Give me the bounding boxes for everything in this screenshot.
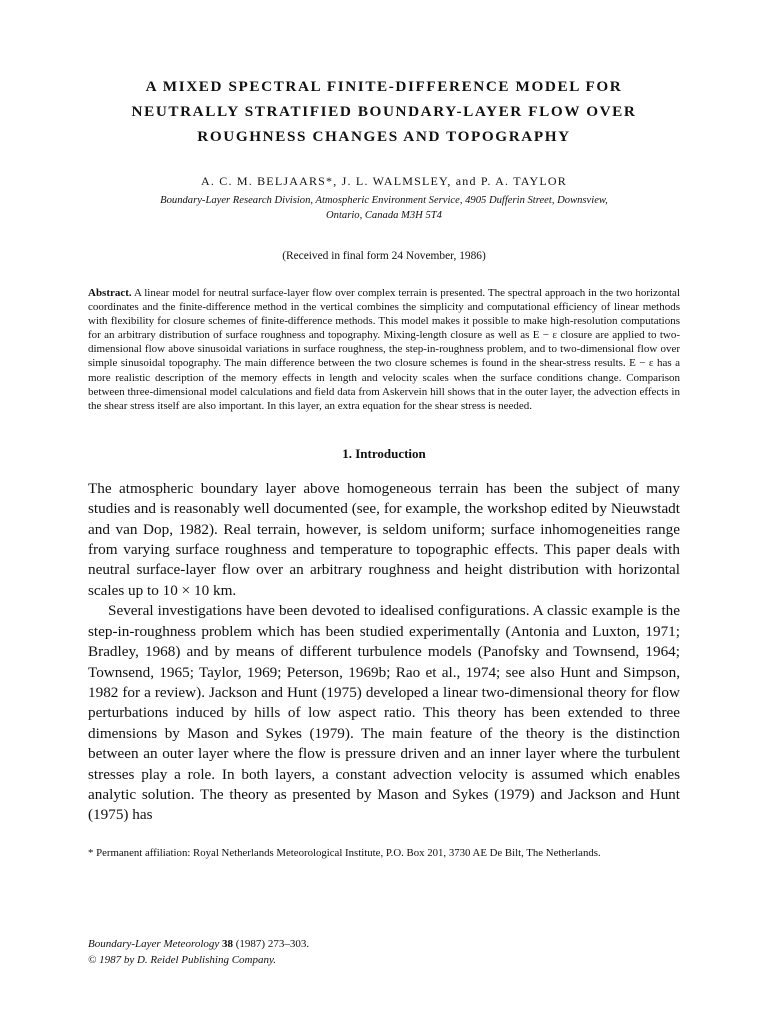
abstract-text: A linear model for neutral surface-layer flow over complex terrain is presented. The spectral approach in the two horizontal coordinates and the finite-difference method in the vertical combines the simplicity and computational efficiency of linear methods with flexibility for closure schemes of finite-difference methods. This model makes it possible to make high-resolution computations for an arbitrary distribution of surface roughness and topography. Mixing-length closure as well as E − ε closure are applied to two-dimensional flow above sinusoidal variations in surface roughness, the step-in-roughness problem, and to two-dimensional flow over simple sinusoidal topography. The main difference between the two closure schemes is found in the shear-stress results. E − ε has a more realistic description of the memory effects in length and velocity scales when the surface conditions change. Comparison between three-dimensional model calculations and field data from Askervein hill shows that in the outer layer, the advection effects in the shear stress itself are also important. In this layer, an extra equation for the shear stress is needed.	[88, 287, 680, 412]
title-line-3: ROUGHNESS CHANGES AND TOPOGRAPHY	[197, 128, 571, 145]
journal-volume: 38	[222, 938, 234, 950]
received-date: (Received in final form 24 November, 1986)	[282, 250, 486, 262]
author-list: A. C. M. BELJAARS*, J. L. WALMSLEY, and P. A. TAYLOR	[200, 174, 568, 188]
footnote: * Permanent affiliation: Royal Netherlands Meteorological Institute, P.O. Box 201, 3730 AE De Bilt, The Netherlands.	[88, 846, 601, 859]
body-paragraph: The atmospheric boundary layer above homogeneous terrain has been the subject of many studies and is reasonably well documented (see, for example, the workshop edited by Nieuwstadt and van Dop, 1982). Real terrain, however, is seldom uniform; surface inhomogeneities range from varying surface roughness and temperature to topographic effects. This paper deals with neutral surface-layer flow over an arbitrary roughness and height distribution with horizontal scales up to 10 × 10 km.	[88, 479, 680, 599]
title-line-1: A MIXED SPECTRAL FINITE-DIFFERENCE MODEL FOR	[145, 78, 623, 95]
journal-name: Boundary-Layer Meteorology	[88, 938, 220, 950]
journal-citation	[88, 936, 309, 968]
affiliation-line-1: Boundary-Layer Research Division, Atmospheric Environment Service, 4905 Dufferin Street, Downsview,	[160, 195, 608, 206]
copyright-notice: © 1987 by D. Reidel Publishing Company.	[88, 954, 277, 966]
abstract	[88, 286, 680, 413]
introduction-body	[88, 479, 680, 826]
affiliation-line-2: Ontario, Canada M3H 5T4	[326, 210, 442, 221]
section-heading-introduction: 1. Introduction	[342, 445, 426, 461]
journal-pages: (1987) 273–303.	[235, 938, 310, 950]
title-line-2: NEUTRALLY STRATIFIED BOUNDARY-LAYER FLOW OVER	[131, 103, 637, 120]
paper-title	[88, 0, 680, 149]
journal-reference	[88, 936, 309, 952]
body-paragraph: Several investigations have been devoted to idealised configurations. A classic example is the step-in-roughness problem which has been studied experimentally (Antonia and Luxton, 1971; Bradley, 1968) and by means of different turbulence models (Panofsky and Townsend, 1964; Townsend, 1965; Taylor, 1969; Peterson, 1969b; Rao et al., 1974; see also Hunt and Simpson, 1982 for a review). Jackson and Hunt (1975) developed a linear two-dimensional theory for flow perturbations induced by hills of low aspect ratio. This theory has been extended to three dimensions by Mason and Sykes (1979). The main feature of the theory is the distinction between an outer layer where the flow is pressure driven and an inner layer where the turbulent stresses play a role. In both layers, a constant advection velocity is assumed which enables analytic solution. The theory as presented by Mason and Sykes (1979) and Jackson and Hunt (1975) has	[88, 602, 680, 824]
abstract-label: Abstract.	[88, 287, 132, 299]
author-affiliation	[88, 193, 680, 223]
